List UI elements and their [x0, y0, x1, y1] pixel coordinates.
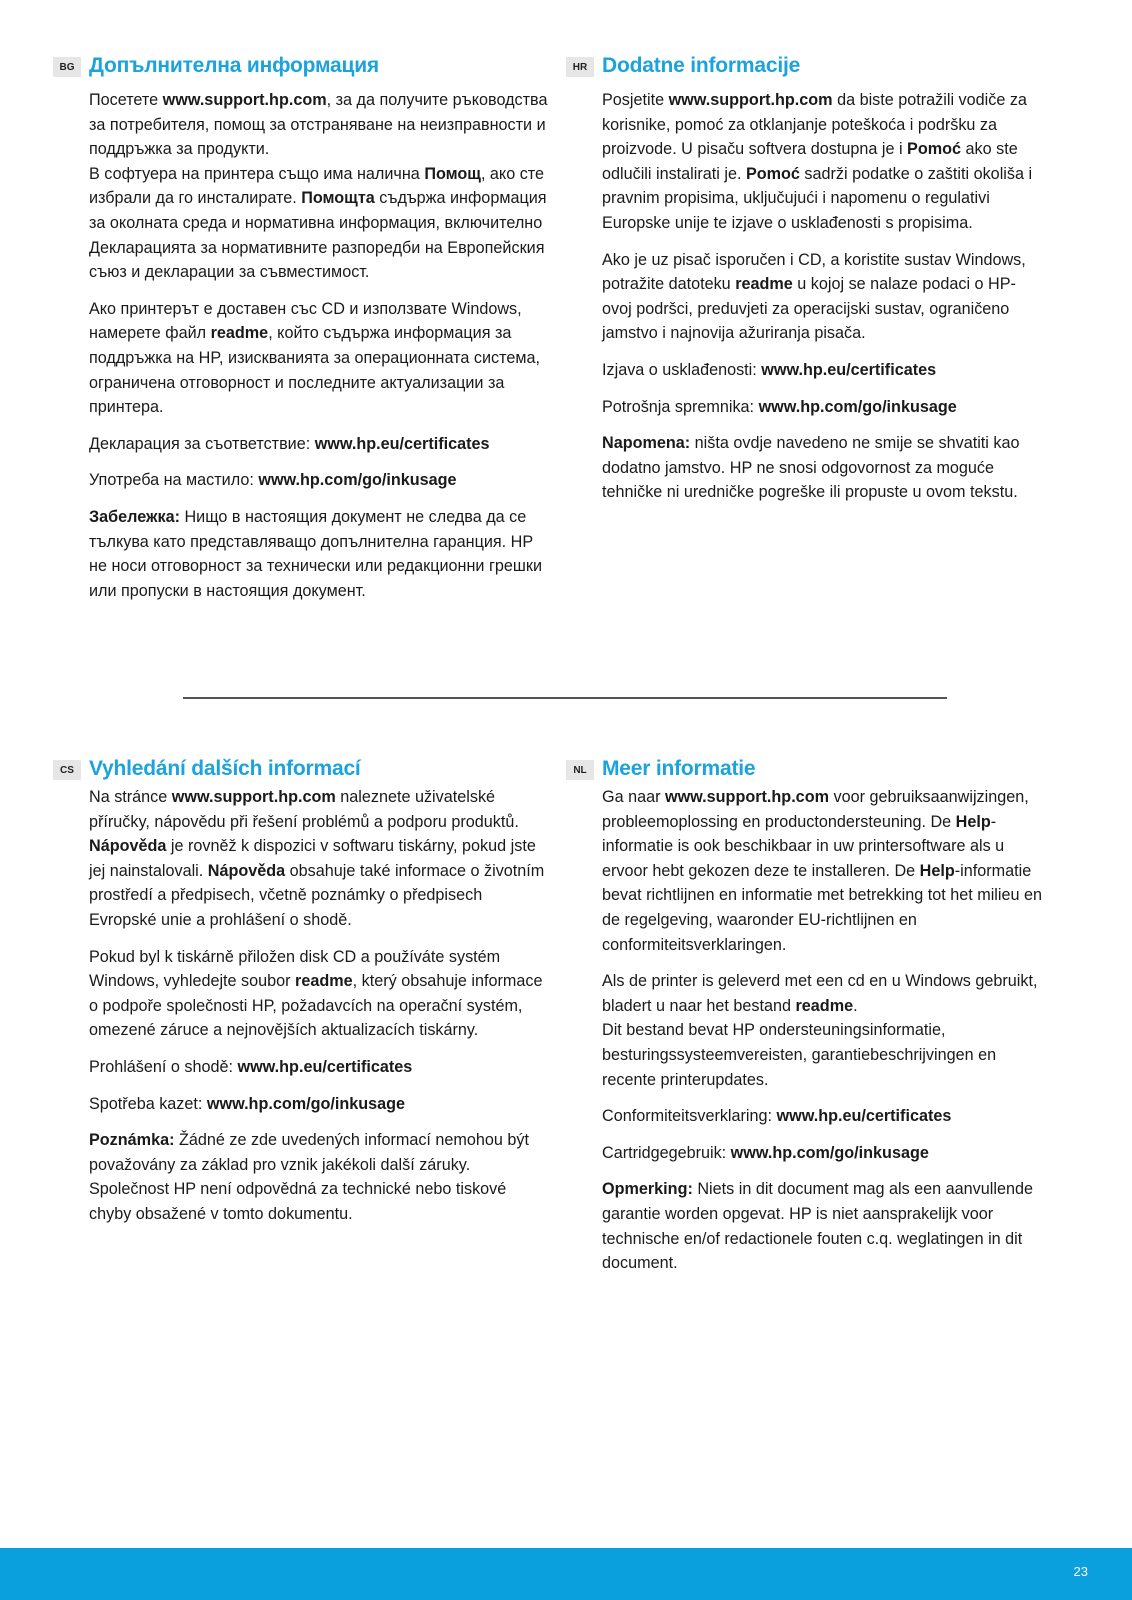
- paragraph-intro-cs: [89, 785, 549, 933]
- text-run: Niets in dit document mag als een aanvullende garantie worden opgevat. HP is niet aansprakelijk voor technische en/of redactionele fouten c.q. weglatingen in dit document.: [602, 1180, 1033, 1273]
- text-run: съдържа информация за околната среда и нормативна информация, включително Декларацията за нормативните разпоредби на Европейския съюз и декларации за съвместимост.: [89, 189, 547, 282]
- section-hr: [572, 52, 1042, 517]
- bold-text-run: Nápověda: [207, 861, 286, 880]
- text-run: Spotřeba kazet:: [89, 1094, 207, 1113]
- paragraph-readme-nl: [602, 969, 1042, 1092]
- section-heading-hr: Dodatne informacije: [602, 54, 801, 77]
- text-run: Употреба на мастило:: [89, 471, 259, 490]
- text-run: da biste potražili vodiče za korisnike, pomoć za otklanjanje poteškoća i podršku za proizvode. U pisaču softvera dostupna je i: [602, 91, 1027, 159]
- text-run: Potrošnja spremnika:: [602, 397, 759, 416]
- bold-text-run: Помощта: [301, 189, 375, 208]
- bold-text-run: www.hp.eu/certificates: [237, 1057, 413, 1076]
- text-run: voor gebruiksaanwijzingen, probleemoplossing en productondersteuning. De: [602, 788, 1029, 831]
- paragraph-readme-bg: [89, 297, 549, 420]
- bold-text-run: readme: [795, 996, 854, 1015]
- bold-text-run: www.support.hp.com: [171, 788, 336, 806]
- text-run: naleznete uživatelské příručky, nápovědu při řešení problémů a podporu produktů.: [89, 788, 519, 831]
- paragraph-ink-usage-hr: [602, 395, 1042, 420]
- bold-text-run: Napomena:: [602, 434, 691, 453]
- bold-text-run: www.hp.eu/certificates: [776, 1107, 952, 1126]
- paragraph-cartridge-usage-nl: [602, 1141, 1042, 1166]
- text-run: Cartridgegebruik:: [602, 1143, 731, 1162]
- text-run: Нищо в настоящия документ не следва да се тълкува като представляващо допълнителна гаранция. HP не носи отговорност за технически или редакционни грешки или пропуски в настоящия документ.: [89, 507, 542, 600]
- paragraph-readme-hr: [602, 248, 1042, 346]
- bold-text-run: www.hp.com/go/inkusage: [758, 397, 957, 416]
- bold-text-run: readme: [295, 972, 353, 991]
- section-heading-bg: Допълнителна информация: [89, 54, 379, 77]
- text-run: ništa ovdje navedeno ne smije se shvatiti kao dodatno jamstvo. HP ne snosi odgovornost za moguće tehničke ni uredničke pogreške ili propuste u ovom tekstu.: [602, 434, 1020, 502]
- paragraph-note-nl: [602, 1177, 1042, 1275]
- text-run: ako ste odlučili instalirati je.: [602, 140, 1018, 183]
- text-run: В софтуера на принтера също има налична: [89, 164, 425, 183]
- bold-text-run: readme: [210, 324, 269, 343]
- section-nl: [573, 755, 1042, 1288]
- text-run: Žádné ze zde uvedených informací nemohou být považovány za základ pro vznik jakékoli další záruky. Společnost HP není odpovědná za technické nebo tiskové chyby obsažené v tomto dokumentu.: [89, 1131, 530, 1223]
- bold-text-run: Забележка:: [89, 507, 180, 526]
- bold-text-run: www.support.hp.com: [162, 91, 327, 109]
- section-divider: [183, 697, 947, 699]
- text-run: obsahuje také informace o životním prostředí a předpisech, včetně poznámky o předpisech Evropské unie a prohlášení o shodě.: [89, 861, 545, 929]
- text-run: sadrži podatke o zaštiti okoliša i pravnim propisima, uključujući i napomenu o regulativi Europske unije te izjave o usklađenosti s propisima.: [602, 164, 1033, 232]
- text-run: -informatie bevat richtlijnen en informatie met betrekking tot het milieu en de regelgeving, waaronder EU-richtlijnen en conformiteitsverklaringen.: [602, 861, 1042, 954]
- bold-text-run: www.support.hp.com: [665, 788, 829, 806]
- text-run: , ако сте избрали да го инсталирате.: [89, 164, 545, 208]
- text-run: Als de printer is geleverd met een cd en u Windows gebruikt, bladert u naar het bestand: [602, 972, 1038, 1015]
- paragraph-ink-usage-bg: [89, 468, 549, 493]
- text-run: Ga naar: [602, 788, 665, 806]
- bold-text-run: Помощ: [424, 164, 481, 183]
- paragraph-note-cs: [89, 1128, 549, 1226]
- section-heading-cs: Vyhledání dalších informací: [89, 757, 361, 780]
- paragraph-declaration-cs: [89, 1055, 549, 1080]
- text-run: , който съдържа информация за поддръжка на HP, изискванията за операционната система, ограничена отговорност и последните актуализации за принтера.: [89, 324, 540, 417]
- bold-text-run: www.hp.eu/certificates: [761, 360, 937, 379]
- paragraph-note-bg: [89, 505, 549, 603]
- language-tag-nl: NL: [566, 760, 594, 780]
- text-run: -informatie is ook beschikbaar in uw printersoftware als u ervoor hebt gekozen deze te installeren. De: [602, 812, 1005, 880]
- paragraph-intro-hr: [602, 88, 1042, 236]
- paragraph-ink-usage-cs: [89, 1092, 549, 1117]
- bold-text-run: Help: [919, 861, 955, 880]
- bold-text-run: Help: [955, 812, 991, 831]
- text-run: , за да получите ръководства за потребителя, помощ за отстраняване на неизправности и поддръжка за продукти.: [89, 91, 548, 159]
- paragraph-readme-cs: [89, 945, 549, 1043]
- bold-text-run: www.hp.com/go/inkusage: [730, 1143, 929, 1162]
- text-run: .: [853, 996, 858, 1015]
- page-number: 23: [1073, 1564, 1088, 1579]
- paragraph-intro-bg: [89, 88, 549, 285]
- section-cs: [60, 755, 549, 1239]
- text-run: je rovněž k dispozici v softwaru tiskárny, pokud jste jej nainstalovali.: [89, 837, 536, 880]
- text-run: Ako je uz pisač isporučen i CD, a koristite sustav Windows, potražite datoteku: [602, 250, 1026, 294]
- text-run: Pokud byl k tiskárně přiložen disk CD a používáte systém Windows, vyhledejte soubor: [89, 947, 501, 991]
- section-heading-nl: Meer informatie: [602, 757, 756, 780]
- text-run: u kojoj se nalaze podaci o HP-ovoj podršci, preduvjeti za operacijski sustav, ograničeno jamstvo i najnovija ažuriranja pisača.: [602, 275, 1016, 343]
- bold-text-run: www.support.hp.com: [668, 91, 833, 109]
- text-run: Izjava o usklađenosti:: [602, 360, 762, 379]
- bold-text-run: Pomoć: [745, 164, 800, 183]
- footer-bar: [0, 1548, 1132, 1600]
- section-bg: [59, 52, 549, 615]
- language-tag-hr: HR: [566, 57, 594, 77]
- bold-text-run: Pomoć: [907, 140, 962, 159]
- text-run: Ако принтерът е доставен със CD и използвате Windows, намерете файл: [89, 299, 522, 343]
- text-run: Na stránce: [89, 788, 172, 806]
- text-run: Посетете: [89, 91, 163, 109]
- text-run: Posjetite: [602, 91, 669, 109]
- language-tag-cs: CS: [53, 760, 81, 780]
- bold-text-run: Poznámka:: [89, 1131, 175, 1150]
- paragraph-declaration-nl: [602, 1104, 1042, 1129]
- paragraph-intro-nl: [602, 785, 1042, 957]
- bold-text-run: Nápověda: [89, 837, 167, 856]
- text-run: Conformiteitsverklaring:: [602, 1107, 777, 1126]
- paragraph-declaration-bg: [89, 432, 549, 457]
- paragraph-declaration-hr: [602, 358, 1042, 383]
- bold-text-run: www.hp.com/go/inkusage: [206, 1094, 406, 1113]
- bold-text-run: Opmerking:: [602, 1180, 693, 1199]
- bold-text-run: readme: [735, 275, 793, 294]
- paragraph-note-hr: [602, 431, 1042, 505]
- text-run: , který obsahuje informace o podpoře společnosti HP, požadavcích na operační systém, omezené záruce a nejnovějších aktualizacích tiskárny.: [89, 972, 543, 1040]
- language-tag-bg: BG: [53, 57, 81, 77]
- text-run: Prohlášení o shodě:: [89, 1057, 238, 1076]
- bold-text-run: www.hp.eu/certificates: [314, 434, 490, 453]
- text-run: Декларация за съответствие:: [89, 434, 315, 453]
- text-run: Dit bestand bevat HP ondersteuningsinformatie, besturingssysteemvereisten, garantiebeschrijvingen en recente printerupdates.: [602, 1021, 997, 1089]
- bold-text-run: www.hp.com/go/inkusage: [258, 471, 457, 490]
